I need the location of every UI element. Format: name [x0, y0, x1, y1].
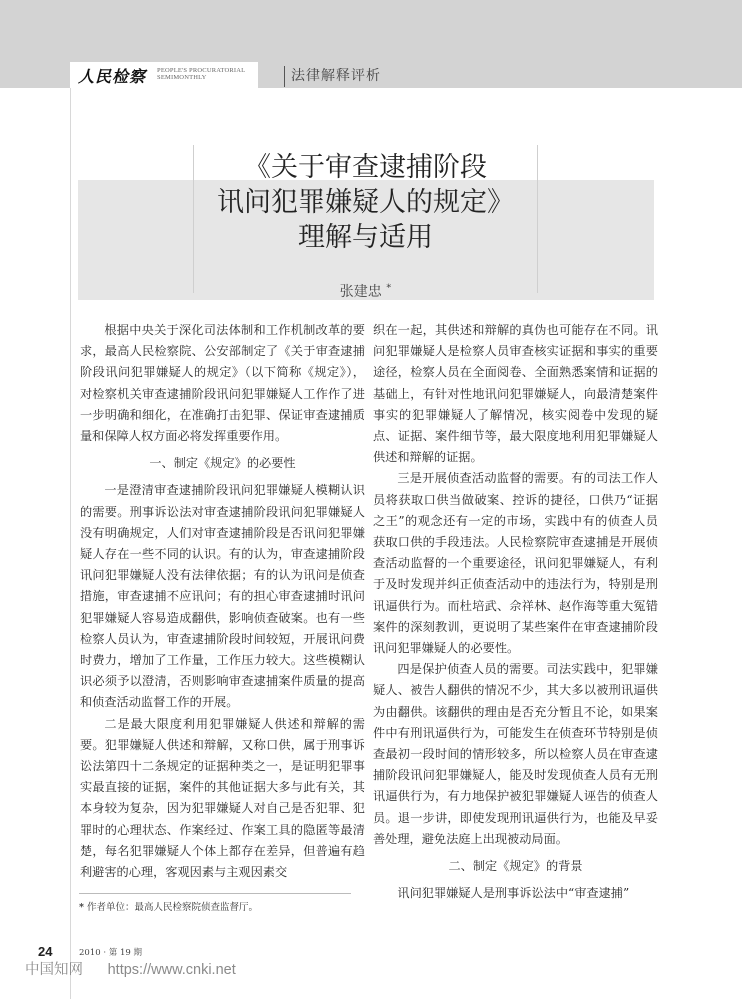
watermark-url[interactable]: https://www.cnki.net — [107, 962, 236, 978]
journal-name-en — [157, 67, 245, 81]
section-heading: 一、制定《规定》的必要性 — [149, 456, 296, 471]
journal-name-en-line1: PEOPLE'S PROCURATORIAL — [157, 67, 246, 74]
paragraph: 二是最大限度利用犯罪嫌疑人供述和辩解的需要。犯罪嫌疑人供述和辩解，又称口供，属于刑事诉讼法第四十二条规定的证据种类之一，是证明犯罪事实最直接的证据，案件的其他证据大多与此有关，其本身较为复杂，因为犯罪嫌疑人对自己是否犯罪、犯罪时的心理状态、作案经过、作案工具的隐匿等最清楚，每名犯罪嫌疑人个体上都存在差异，但普遍有趋利避害的心理，客观因素与主观因素交 — [80, 716, 365, 880]
section-label: 法律解释评析 — [291, 68, 381, 84]
paragraph: 一是澄清审查逮捕阶段讯问犯罪嫌疑人模糊认识的需要。刑事诉讼法对审查逮捕阶段讯问犯罪嫌疑人没有明确规定，人们对审查逮捕阶段是否讯问犯罪嫌疑人存在一些不同的认识。有的认为，审查逮捕阶段讯问犯罪嫌疑人没有法律依据；有的认为讯问是侦查措施，审查逮捕不应讯问；有的担心审查逮捕时讯问犯罪嫌疑人容易造成翻供，影响侦查破案。也有一些检察人员认为，审查逮捕阶段时间较短，开展讯问费时费力，增加了工作量，工作压力较大。这些模糊认识必须予以澄清，否则影响审查逮捕案件质量的提高和侦查活动监督工作的开展。 — [80, 483, 365, 710]
author-name: 张建忠 — [339, 284, 382, 300]
cnki-watermark — [25, 958, 236, 979]
margin-rule — [70, 62, 71, 999]
title-line-3: 理解与适用 — [298, 222, 433, 253]
journal-name-cn: 人民检察 — [78, 67, 147, 86]
title-line-2: 讯问犯罪嫌疑人的规定》 — [217, 187, 514, 218]
footnote-mark: * — [79, 902, 84, 913]
right-column — [373, 320, 658, 904]
watermark-site-name: 中国知网 — [25, 962, 83, 978]
page-number: 24 — [38, 944, 53, 959]
left-column — [80, 320, 365, 883]
footnote — [79, 899, 258, 913]
journal-logo — [70, 62, 258, 88]
paragraph: 三是开展侦查活动监督的需要。有的司法工作人员将获取口供当做破案、控诉的捷径，口供乃“证据之王”的观念还有一定的市场，实践中有的侦查人员获取口供的手段违法。人民检察院审查逮捕是开展侦查活动监督的一个重要途径，讯问犯罪嫌疑人，有利于及时发现并纠正侦查活动中的违法行为，特别是刑讯逼供行为。而杜培武、佘祥林、赵作海等重大冤错案件的深刻教训，更说明了某些案件在审查逮捕阶段讯问犯罪嫌疑人的必要性。 — [373, 471, 658, 656]
journal-name-en-line2: SEMIMONTHLY — [157, 74, 207, 81]
footnote-text: 作者单位：最高人民检察院侦查监督厅。 — [87, 902, 259, 913]
title-line-1: 《关于审查逮捕阶段 — [244, 152, 487, 183]
paragraph: 根据中央关于深化司法体制和工作机制改革的要求，最高人民检察院、公安部制定了《关于审查逮捕阶段讯问犯罪嫌疑人的规定》（以下简称《规定》），对检察机关审查逮捕阶段讯问犯罪嫌疑人工作作了进一步明确和细化，在准确打击犯罪、保证审查逮捕质量和保障人权方面必将发挥重要作用。 — [80, 323, 365, 444]
author-byline — [193, 281, 538, 301]
author-footnote-mark: * — [386, 282, 392, 294]
section-heading: 二、制定《规定》的背景 — [448, 859, 583, 874]
footnote-rule — [79, 893, 351, 894]
issue-label: 2010 · 第 19 期 — [79, 948, 142, 958]
section-divider — [284, 66, 285, 87]
paragraph-continued: 织在一起，其供述和辩解的真伪也可能存在不同。讯问犯罪嫌疑人是检察人员审查核实证据和事实的重要途径，检察人员在全面阅卷、全面熟悉案情和证据的基础上，有针对性地讯问犯罪嫌疑人，向最清楚案件事实的犯罪嫌疑人了解情况，核实阅卷中发现的疑点、证据、案件细节等，最大限度地利用犯罪嫌疑人供述和辩解的证据。 — [373, 323, 658, 465]
article-title — [193, 150, 538, 255]
paragraph: 四是保护侦查人员的需要。司法实践中，犯罪嫌疑人、被告人翻供的情况不少，其大多以被刑讯逼供为由翻供。该翻供的理由是否充分暂且不论，如果案件中有刑讯逼供行为，可能发生在侦查环节特别是侦查最初一段时间的情形较多，所以检察人员在审查逮捕阶段讯问犯罪嫌疑人，能及时发现侦查人员有无刑讯逼供行为，有力地保护被犯罪嫌疑人诬告的侦查人员。退一步讲，即使发现刑讯逼供行为，也能及早妥善处理，避免法庭上出现被动局面。 — [373, 662, 658, 846]
paragraph: 讯问犯罪嫌疑人是刑事诉讼法中“审查逮捕” — [397, 886, 630, 901]
